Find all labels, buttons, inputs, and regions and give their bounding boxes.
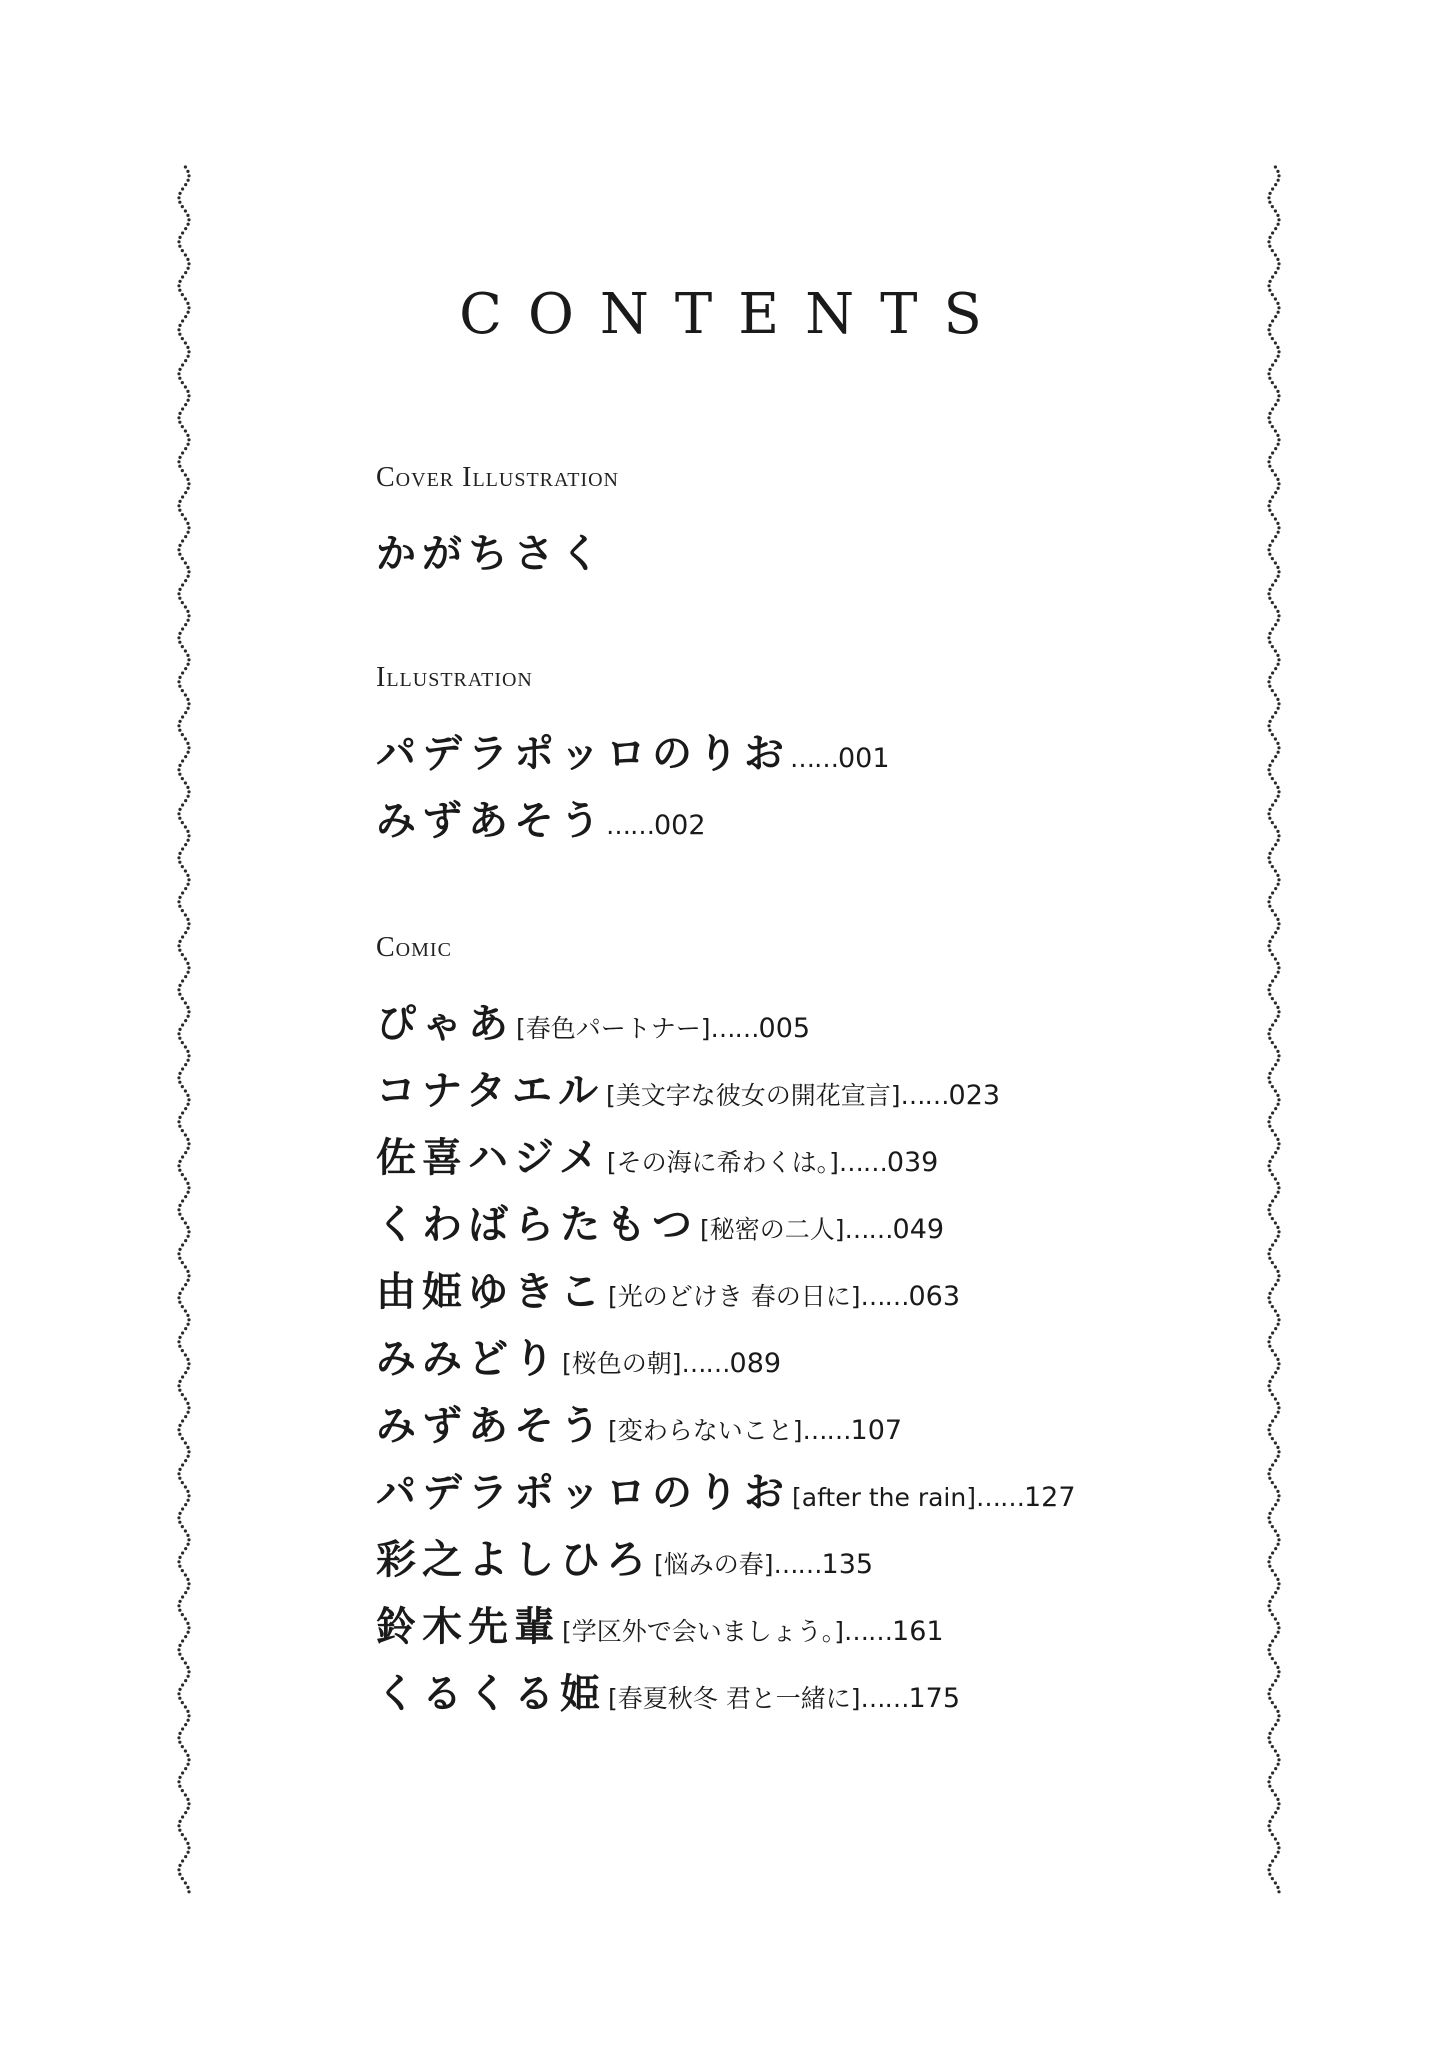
entry-page-number: 001 — [838, 743, 890, 774]
comic-entry — [376, 1595, 944, 1652]
comic-entry — [376, 1394, 902, 1451]
entry-author: 佐喜ハジメ — [376, 1135, 605, 1181]
entry-page-number: 002 — [654, 810, 706, 841]
entry-leader: …… — [844, 1617, 893, 1646]
section-label-cover-illustration: Cover Illustration — [376, 462, 619, 493]
entry-page-number: 161 — [892, 1616, 944, 1647]
entry-leader: …… — [802, 1416, 851, 1445]
entry-page-number: 135 — [821, 1549, 874, 1580]
entry-author: くわばらたもつ — [376, 1202, 698, 1248]
entry-page-number: 039 — [886, 1147, 939, 1178]
entry-page-number: 005 — [758, 1013, 811, 1044]
entry-work-title: [桜色の朝] — [562, 1349, 682, 1378]
comic-entry — [376, 992, 810, 1049]
entry-leader: …… — [860, 1684, 909, 1713]
entry-author: みずあそう — [376, 798, 606, 844]
comic-entry — [376, 1327, 781, 1384]
entry-author: くるくる姫 — [376, 1671, 606, 1717]
entry-author: かがちさく — [376, 531, 606, 577]
entry-work-title: [悩みの春] — [654, 1550, 774, 1579]
section-label-illustration: Illustration — [376, 662, 533, 693]
entry-leader: …… — [681, 1349, 730, 1378]
cover-entry — [376, 522, 606, 579]
entry-page-number: 107 — [850, 1415, 903, 1446]
illustration-entry — [376, 722, 890, 779]
left-dotted-border — [172, 165, 196, 1895]
entry-work-title: [春色パートナー] — [516, 1014, 711, 1043]
section-label-comic: Comic — [376, 932, 452, 963]
entry-work-title: [after the rain] — [792, 1483, 976, 1512]
entry-leader: …… — [773, 1550, 822, 1579]
entry-work-title: [その海に希わくは。] — [606, 1148, 839, 1177]
entry-work-title: [変わらないこと] — [608, 1416, 803, 1445]
entry-page-number: 089 — [729, 1348, 782, 1379]
entry-page-number: 127 — [1023, 1482, 1076, 1513]
entry-leader: …… — [900, 1081, 949, 1110]
entry-author: 鈴木先輩 — [376, 1604, 560, 1650]
entry-leader: …… — [790, 744, 838, 773]
comic-entry — [376, 1260, 960, 1317]
entry-author: 由姫ゆきこ — [376, 1269, 606, 1315]
comic-entry — [376, 1528, 873, 1585]
entry-work-title: [光のどけき 春の日に] — [608, 1282, 861, 1311]
illustration-entry — [376, 789, 706, 846]
comic-entry — [376, 1126, 938, 1183]
dotted-scallop-svg — [1262, 165, 1286, 1895]
entry-page-number: 049 — [892, 1214, 945, 1245]
entry-page-number: 063 — [908, 1281, 961, 1312]
entry-author: みみどり — [376, 1336, 560, 1382]
entry-page-number: 175 — [908, 1683, 961, 1714]
entry-leader: …… — [606, 811, 654, 840]
entry-leader: …… — [838, 1148, 887, 1177]
entry-leader: …… — [710, 1014, 759, 1043]
entry-author: パデラポッロのりお — [376, 731, 790, 777]
dotted-scallop-svg — [172, 165, 196, 1895]
entry-author: パデラポッロのりお — [376, 1470, 790, 1516]
comic-entry — [376, 1461, 1076, 1518]
entry-author: 彩之よしひろ — [376, 1537, 652, 1583]
comic-entry — [376, 1662, 960, 1719]
comic-entry — [376, 1193, 944, 1250]
entry-work-title: [美文字な彼女の開花宣言] — [606, 1081, 901, 1110]
entry-author: コナタエル — [376, 1068, 604, 1114]
entry-leader: …… — [975, 1483, 1024, 1512]
page-title: CONTENTS — [459, 282, 1008, 347]
entry-leader: …… — [844, 1215, 893, 1244]
entry-page-number: 023 — [948, 1080, 1001, 1111]
entry-work-title: [秘密の二人] — [700, 1215, 845, 1244]
entry-work-title: [学区外で会いましょう。] — [562, 1617, 845, 1646]
comic-entry — [376, 1059, 1000, 1116]
entry-author: みずあそう — [376, 1403, 606, 1449]
right-dotted-border — [1262, 165, 1286, 1895]
entry-work-title: [春夏秋冬 君と一緒に] — [608, 1684, 861, 1713]
entry-leader: …… — [860, 1282, 909, 1311]
entry-author: ぴゃあ — [376, 1001, 514, 1047]
